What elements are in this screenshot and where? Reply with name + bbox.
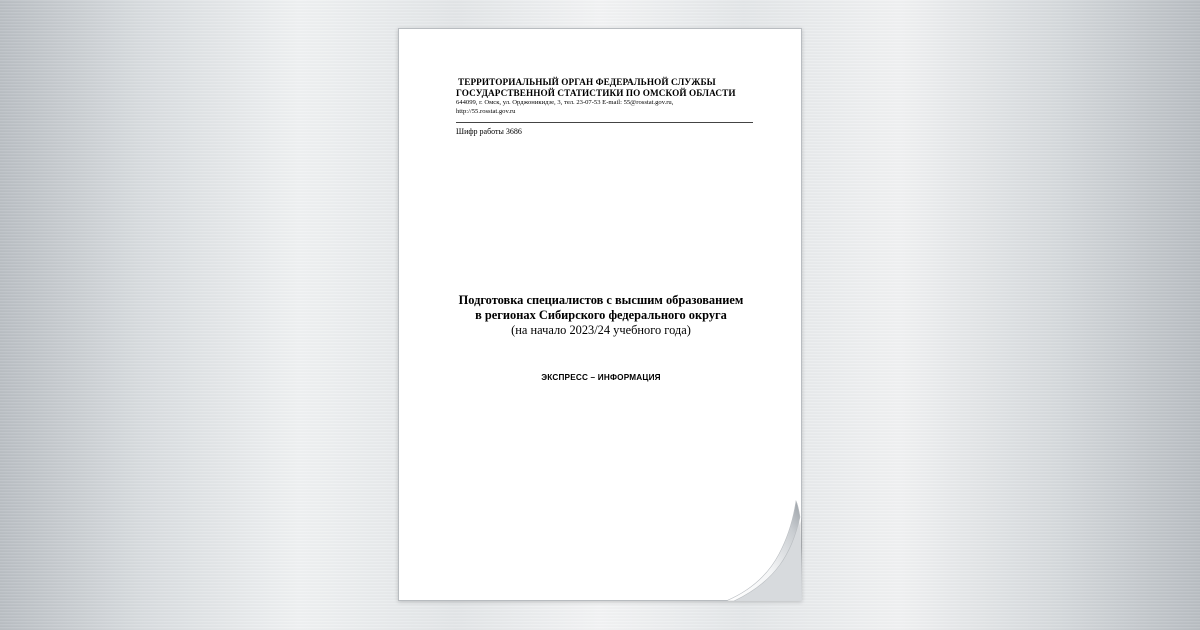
header-divider: [456, 122, 753, 123]
document-page: [398, 28, 802, 601]
organization-name-line-2: ГОСУДАРСТВЕННОЙ СТАТИСТИКИ ПО ОМСКОЙ ОБЛАСТИ: [456, 87, 736, 98]
document-subtitle: (на начало 2023/24 учебного года): [511, 323, 691, 337]
document-header: [456, 77, 756, 116]
organization-website: http://55.rosstat.gov.ru: [456, 108, 516, 115]
organization-name-line-1: ТЕРРИТОРИАЛЬНЫЙ ОРГАН ФЕДЕРАЛЬНОЙ СЛУЖБЫ: [458, 77, 716, 87]
document-title-line-2: в регионах Сибирского федерального округа: [475, 308, 727, 322]
document-title-line-1: Подготовка специалистов с высшим образованием: [458, 293, 744, 307]
page-curl-icon: [724, 477, 802, 601]
organization-address: 644099, г. Омск, ул. Орджоникидзе, 3, тел. 23-07-53 E-mail: 55@rosstat.gov.ru,: [456, 99, 674, 106]
document-title-block: [399, 293, 803, 338]
express-information-label: ЭКСПРЕСС – ИНФОРМАЦИЯ: [541, 373, 661, 382]
work-cipher: Шифр работы 3686: [456, 127, 522, 136]
